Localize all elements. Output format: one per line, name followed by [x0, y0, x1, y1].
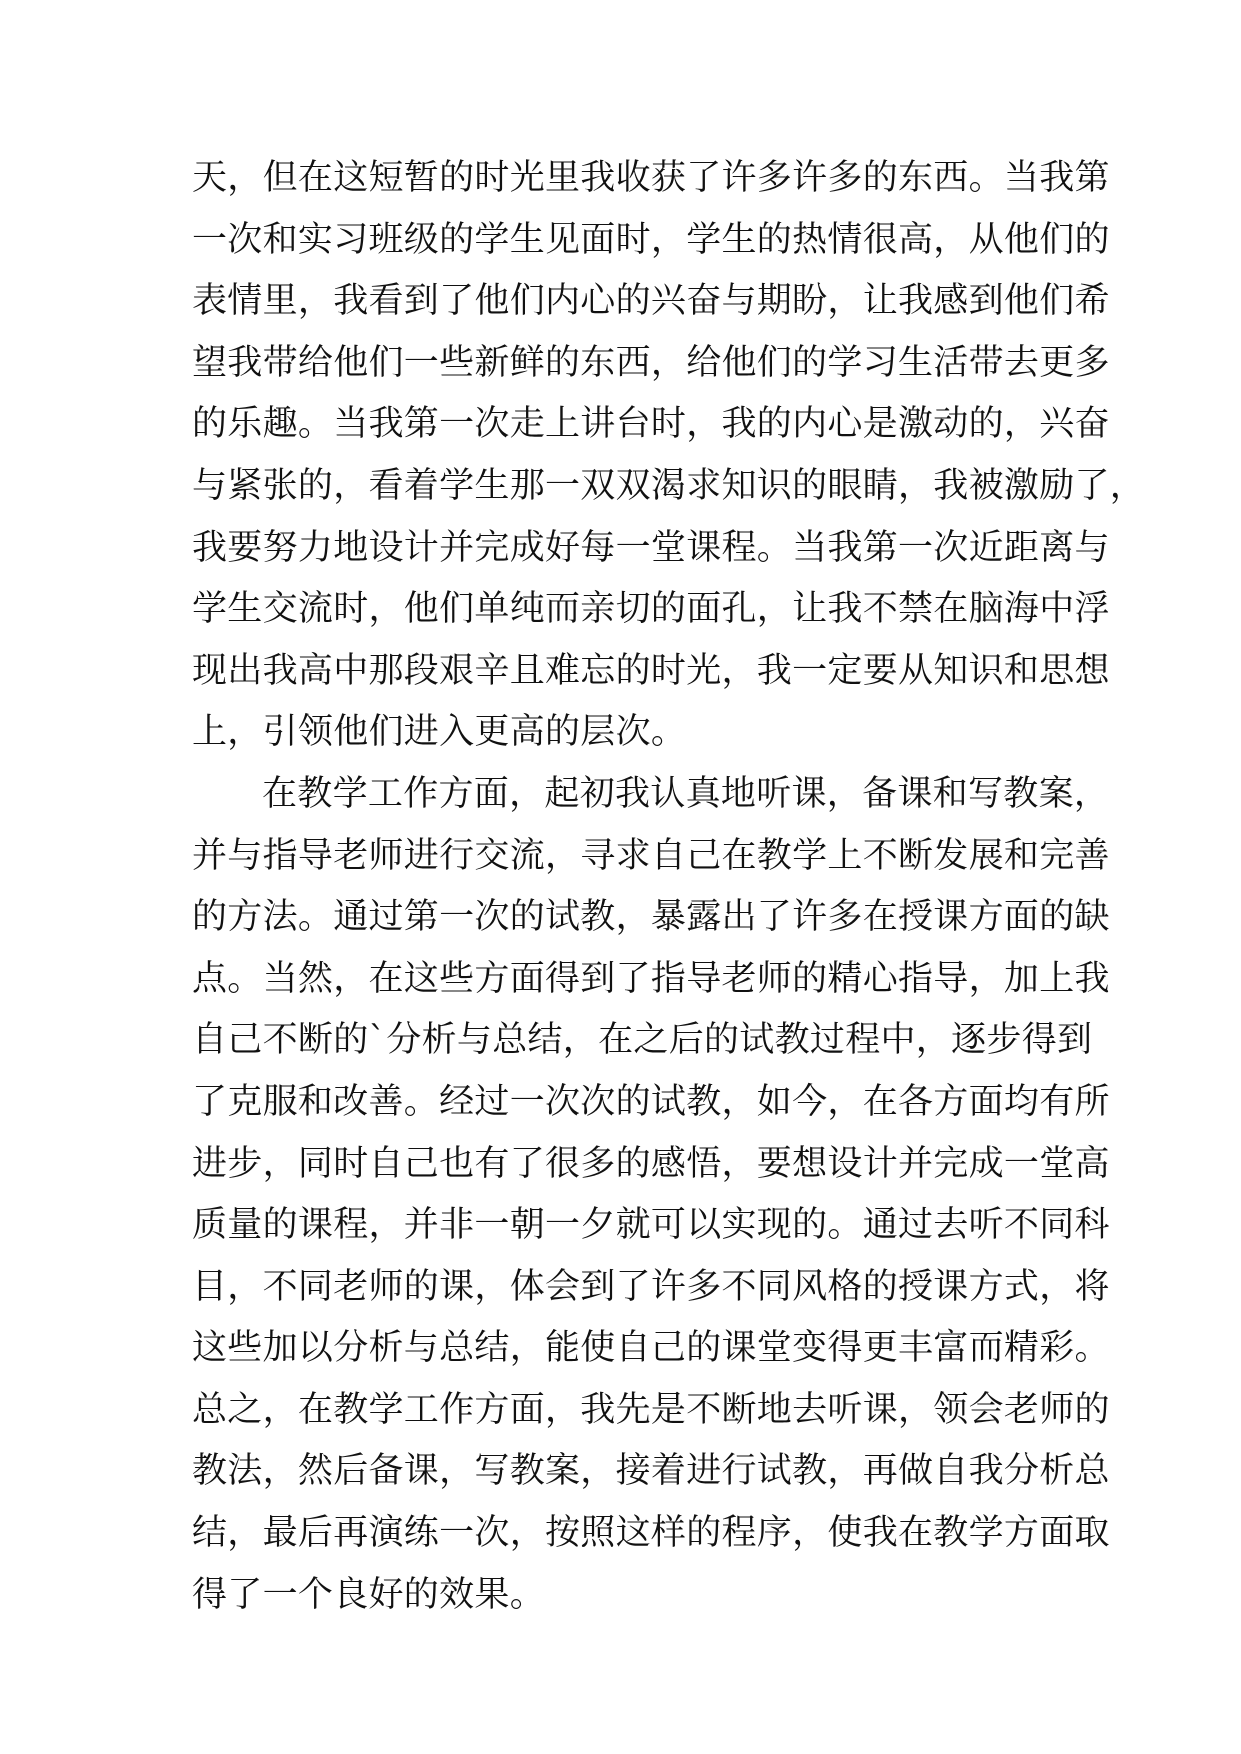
- paragraph-line: 天，但在这短暂的时光里我收获了许多许多的东西。当我第: [192, 158, 1110, 198]
- paragraph-line: 表情里，我看到了他们内心的兴奋与期盼，让我感到他们希: [192, 281, 1110, 322]
- paragraph-line: 进步，同时自己也有了很多的感悟，要想设计并完成一堂高: [192, 1143, 1110, 1184]
- paragraph-line: 自己不断的`分析与总结，在之后的试教过程中，逐步得到: [192, 1020, 1093, 1061]
- paragraph-line: 并与指导老师进行交流，寻求自己在教学上不断发展和完善: [192, 835, 1110, 876]
- paragraph-line: 现出我高中那段艰辛且难忘的时光，我一定要从知识和思想: [192, 650, 1110, 691]
- paragraph-line: 这些加以分析与总结，能使自己的课堂变得更丰富而精彩。: [192, 1328, 1110, 1369]
- paragraph-line: 在教学工作方面，起初我认真地听课，备课和写教案，: [262, 773, 1110, 814]
- paragraph-line: 与紧张的，看着学生那一双双渴求知识的眼睛，我被激励了，: [192, 465, 1146, 506]
- paragraph-line: 一次和实习班级的学生见面时，学生的热情很高，从他们的: [192, 219, 1110, 260]
- paragraph-line: 学生交流时，他们单纯而亲切的面孔，让我不禁在脑海中浮: [192, 589, 1110, 630]
- paragraph-line: 的乐趣。当我第一次走上讲台时，我的内心是激动的，兴奋: [192, 404, 1110, 445]
- paragraph-line: 上，引领他们进入更高的层次。: [192, 712, 687, 753]
- document-body: [192, 148, 1146, 1626]
- paragraph-line: 的方法。通过第一次的试教，暴露出了许多在授课方面的缺: [192, 897, 1110, 938]
- paragraph-line: 结，最后再演练一次，按照这样的程序，使我在教学方面取: [192, 1513, 1110, 1554]
- paragraph-1: [192, 148, 1146, 764]
- paragraph-line: 点。当然，在这些方面得到了指导老师的精心指导，加上我: [192, 958, 1110, 999]
- paragraph-line: 目，不同老师的课，体会到了许多不同风格的授课方式，将: [192, 1266, 1110, 1307]
- paragraph-line: 得了一个良好的效果。: [192, 1574, 546, 1615]
- paragraph-line: 了克服和改善。经过一次次的试教，如今，在各方面均有所: [192, 1081, 1110, 1122]
- paragraph-line: 我要努力地设计并完成好每一堂课程。当我第一次近距离与: [192, 527, 1110, 568]
- paragraph-line: 望我带给他们一些新鲜的东西，给他们的学习生活带去更多: [192, 342, 1110, 383]
- paragraph-line: 总之，在教学工作方面，我先是不断地去听课，领会老师的: [192, 1389, 1110, 1430]
- paragraph-2: [192, 764, 1110, 1626]
- paragraph-line: 教法，然后备课，写教案，接着进行试教，再做自我分析总: [192, 1451, 1110, 1492]
- paragraph-line: 质量的课程，并非一朝一夕就可以实现的。通过去听不同科: [192, 1205, 1110, 1246]
